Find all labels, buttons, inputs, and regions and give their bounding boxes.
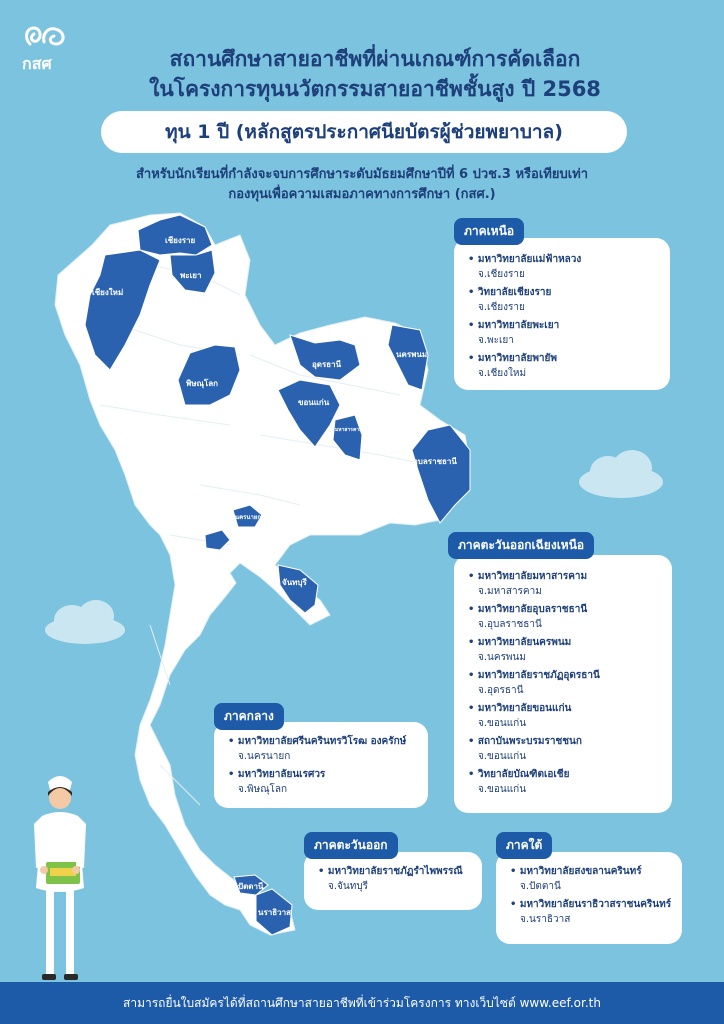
university-name: • มหาวิทยาลัยอุบลราชธานี: [468, 602, 662, 617]
map-label-phayao: พะเยา: [180, 271, 202, 280]
province-name: จ.จันทบุรี: [328, 881, 369, 892]
province-name: จ.พะเยา: [478, 335, 514, 346]
logo-text: กสศ: [22, 54, 52, 73]
region-card-south: [496, 852, 682, 944]
page-title: สถานศึกษาสายอาชีพที่ผ่านเกณฑ์การคัดเลือก ในโครงการทุนนวัตกรรมสายอาชีพชั้นสูง ปี 2568: [149, 47, 601, 101]
university-name: • มหาวิทยาลัยราชภัฏอุดรธานี: [468, 668, 662, 683]
map-label-phitsanulok: พิษณุโลก: [186, 379, 219, 388]
region-tag-northeast: ภาคตะวันออกเฉียงเหนือ: [448, 532, 594, 559]
university-name: • มหาวิทยาลัยพายัพ: [468, 351, 660, 366]
region-tag-central: ภาคกลาง: [214, 703, 284, 730]
subtitle: สำหรับนักเรียนที่กำลังจะจบการศึกษาระดับมัธยมศึกษาปีที่ 6 ปวช.3 หรือเทียบเท่า กองทุนเพื่อความเสมอภาคทางการศึกษา (กสศ.): [135, 167, 589, 202]
map-label-khonkaen: ขอนแก่น: [298, 398, 330, 407]
footer-banner: สามารถยื่นใบสมัครได้ที่สถานศึกษาสายอาชีพที่เข้าร่วมโครงการ ทางเว็บไซต์ www.eef.or.th: [0, 982, 724, 1024]
map-label-pattani: ปัตตานี: [238, 882, 264, 891]
university-name: • มหาวิทยาลัยสงขลานครินทร์: [510, 864, 672, 879]
map-label-nakhonphanom: นครพนม: [396, 350, 428, 359]
university-name: • วิทยาลัยเชียงราย: [468, 285, 660, 300]
province-name: จ.ขอนแก่น: [478, 718, 527, 729]
province-name: จ.มหาสารคาม: [478, 586, 542, 597]
university-name: • สถาบันพระบรมราชชนก: [468, 734, 662, 749]
scholarship-pill: ทุน 1 ปี (หลักสูตรประกาศนียบัตรผู้ช่วยพยาบาล): [101, 111, 627, 153]
province-name: จ.เชียงราย: [478, 302, 525, 313]
region-card-northeast: [454, 555, 672, 813]
province-name: จ.เชียงราย: [478, 269, 525, 280]
province-name: จ.พิษณุโลก: [238, 784, 288, 795]
university-name: • มหาวิทยาลัยมหาสารคาม: [468, 569, 662, 584]
university-name: • มหาวิทยาลัยแม่ฟ้าหลวง: [468, 252, 660, 267]
map-label-narathiwat: นราธิวาส: [258, 908, 292, 917]
province-name: จ.นครพนม: [478, 652, 526, 663]
province-name: จ.อุดรธานี: [478, 685, 524, 696]
map-label-nakhonnayok: นครนายก: [235, 514, 261, 521]
eef-logo-icon: [20, 22, 74, 52]
region-tag-east: ภาคตะวันออก: [304, 832, 398, 859]
province-name: จ.นครนายก: [238, 751, 291, 762]
nurse-illustration: [28, 770, 94, 992]
university-name: • มหาวิทยาลัยพะเยา: [468, 318, 660, 333]
region-tag-north: ภาคเหนือ: [454, 218, 524, 245]
university-name: • มหาวิทยาลัยขอนแก่น: [468, 701, 662, 716]
region-card-east: [304, 852, 482, 910]
university-name: • มหาวิทยาลัยราชภัฏรำไพพรรณี: [318, 864, 472, 879]
region-card-north: [454, 238, 670, 390]
province-chanthaburi: [278, 565, 318, 613]
province-name: จ.อุบลราชธานี: [478, 619, 542, 630]
map-label-bangkok: กรุงเทพมหานคร: [186, 524, 229, 531]
province-name: จ.เชียงใหม่: [478, 368, 527, 379]
university-name: • มหาวิทยาลัยนราธิวาสราชนครินทร์: [510, 897, 672, 912]
province-name: จ.นราธิวาส: [520, 914, 571, 925]
map-label-mahasarakham: มหาสารคาม: [335, 427, 363, 433]
university-name: • วิทยาลัยบัณฑิตเอเชีย: [468, 767, 662, 782]
cloud-icon: [576, 448, 666, 500]
region-card-central: [214, 722, 428, 808]
map-label-chiangmai: เชียงใหม่: [92, 288, 124, 297]
map-label-chanthaburi: จันทบุรี: [282, 578, 307, 587]
university-name: • มหาวิทยาลัยศรีนครินทรวิโรฒ องครักษ์: [228, 734, 418, 749]
university-name: • มหาวิทยาลัยนครพนม: [468, 635, 662, 650]
region-tag-south: ภาคใต้: [496, 832, 552, 859]
map-label-chiangrai: เชียงราย: [165, 236, 196, 245]
map-label-ubon: อุบลราชธานี: [413, 457, 457, 466]
province-name: จ.ขอนแก่น: [478, 784, 527, 795]
province-name: จ.ขอนแก่น: [478, 751, 527, 762]
university-name: • มหาวิทยาลัยนเรศวร: [228, 767, 418, 782]
province-name: จ.ปัตตานี: [520, 881, 561, 892]
map-label-udon: อุดรธานี: [312, 360, 342, 369]
